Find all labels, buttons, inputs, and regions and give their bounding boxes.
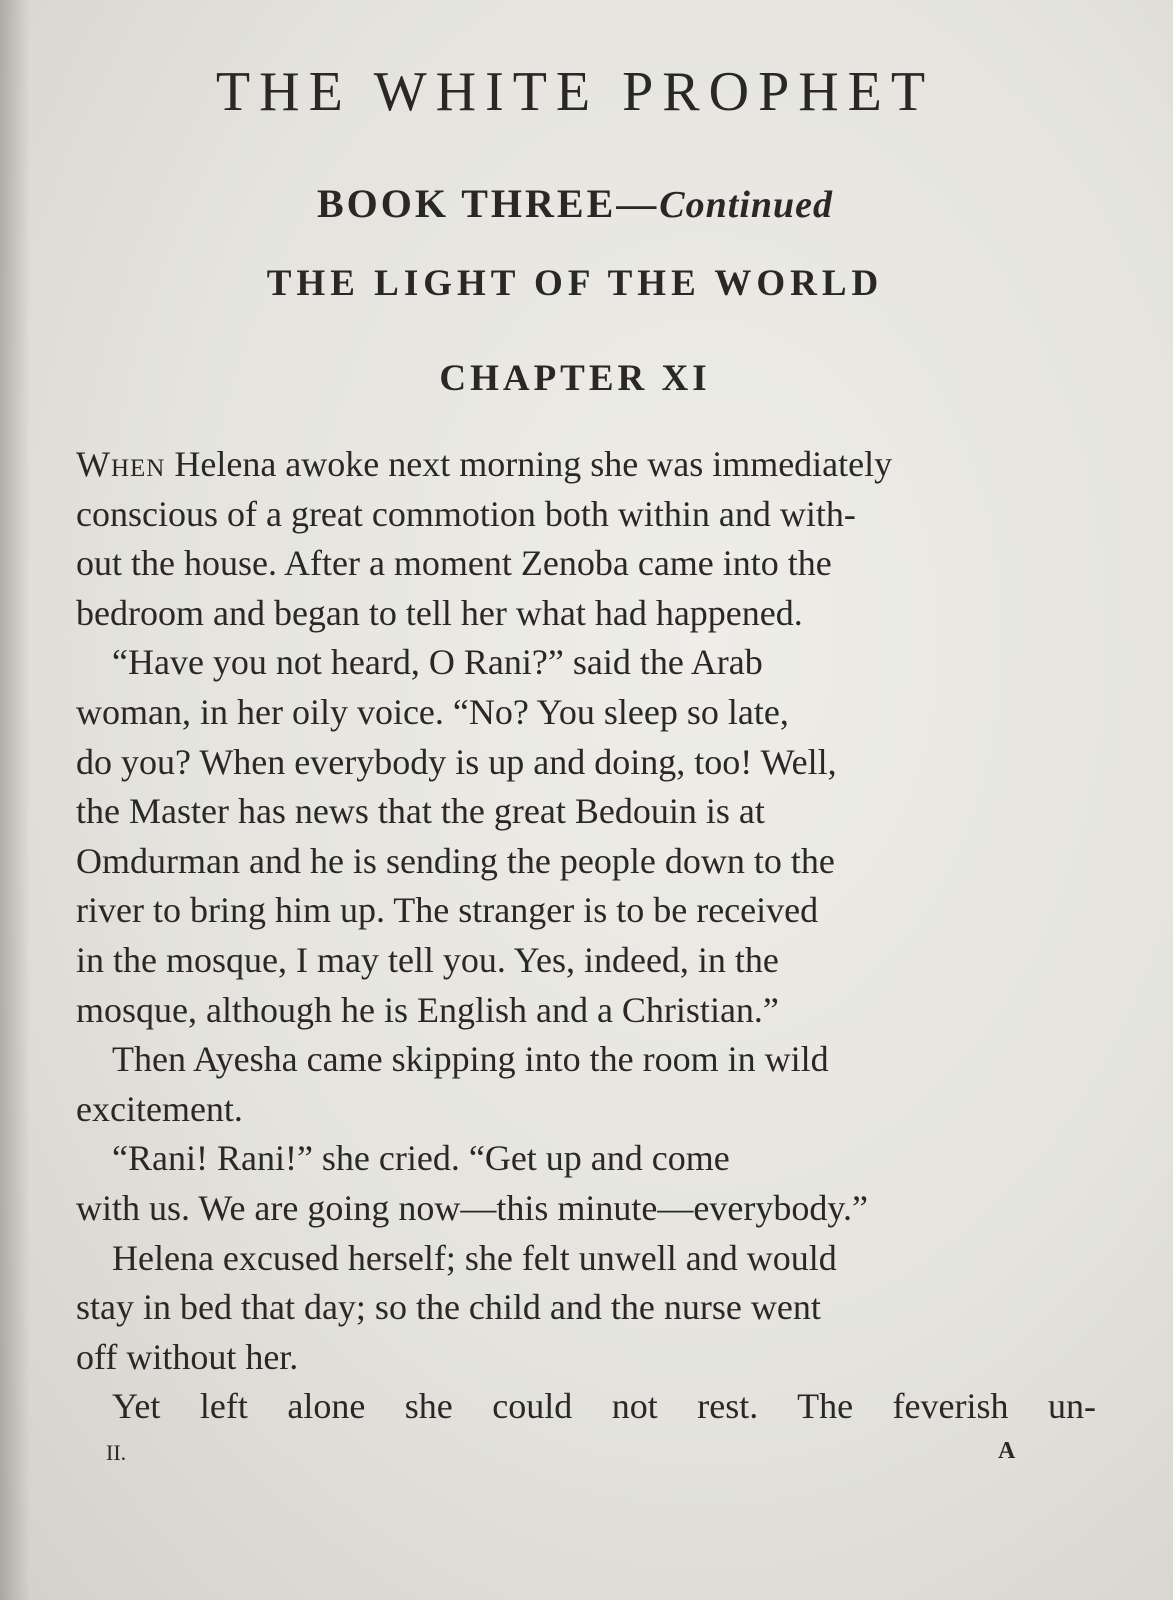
paragraph-1	[76, 440, 1096, 638]
drop-word: When	[76, 444, 166, 484]
book-heading	[150, 180, 1000, 227]
book-continued: Continued	[659, 184, 834, 226]
text-line: Yet left alone she could not rest. The feverish un-	[112, 1386, 1096, 1427]
paragraph-2	[76, 638, 1096, 1035]
text-line: Helena awoke next morning she was immediately	[165, 444, 893, 484]
text-line: the Master has news that the great Bedouin is at	[76, 791, 765, 832]
text-line: excitement.	[76, 1088, 243, 1129]
book-label: BOOK THREE—	[316, 181, 660, 226]
chapter-heading: CHAPTER XI	[439, 358, 711, 399]
spine-shadow	[0, 0, 30, 1600]
running-head: THE WHITE PROPHET	[215, 61, 935, 123]
text-line: do you? When everybody is up and doing, too! Well,	[76, 741, 837, 782]
text-line: woman, in her oily voice. “No? You sleep so late,	[76, 691, 789, 732]
text-line: Then Ayesha came skipping into the room in wild	[112, 1039, 829, 1080]
text-line: with us. We are going now—this minute—everybody.”	[76, 1187, 868, 1228]
gathering-mark: A	[998, 1438, 1016, 1464]
text-line: river to bring him up. The stranger is to be received	[76, 890, 819, 931]
paragraph-5	[76, 1234, 1096, 1383]
paragraph-4	[76, 1134, 1096, 1233]
text-line: mosque, although he is English and a Christian.”	[76, 989, 779, 1030]
text-line: out the house. After a moment Zenoba came into the	[76, 543, 832, 584]
signature-mark: II.	[106, 1440, 127, 1465]
text-line: “Have you not heard, O Rani?” said the Arab	[112, 642, 763, 683]
chapter-body	[76, 440, 1096, 1432]
text-line: Helena excused herself; she felt unwell and would	[112, 1237, 837, 1278]
text-line: in the mosque, I may tell you. Yes, indeed, in the	[76, 939, 779, 980]
text-line: off without her.	[76, 1336, 299, 1377]
text-line: bedroom and began to tell her what had happened.	[76, 592, 803, 633]
text-line: Omdurman and he is sending the people down to the	[76, 840, 835, 881]
paragraph-3	[76, 1035, 1096, 1134]
text-line: conscious of a great commotion both within and with-	[76, 493, 856, 534]
part-title: THE LIGHT OF THE WORLD	[266, 263, 884, 304]
text-line: stay in bed that day; so the child and the nurse went	[76, 1287, 821, 1328]
paragraph-6	[76, 1382, 1096, 1432]
text-line: “Rani! Rani!” she cried. “Get up and come	[112, 1138, 730, 1179]
